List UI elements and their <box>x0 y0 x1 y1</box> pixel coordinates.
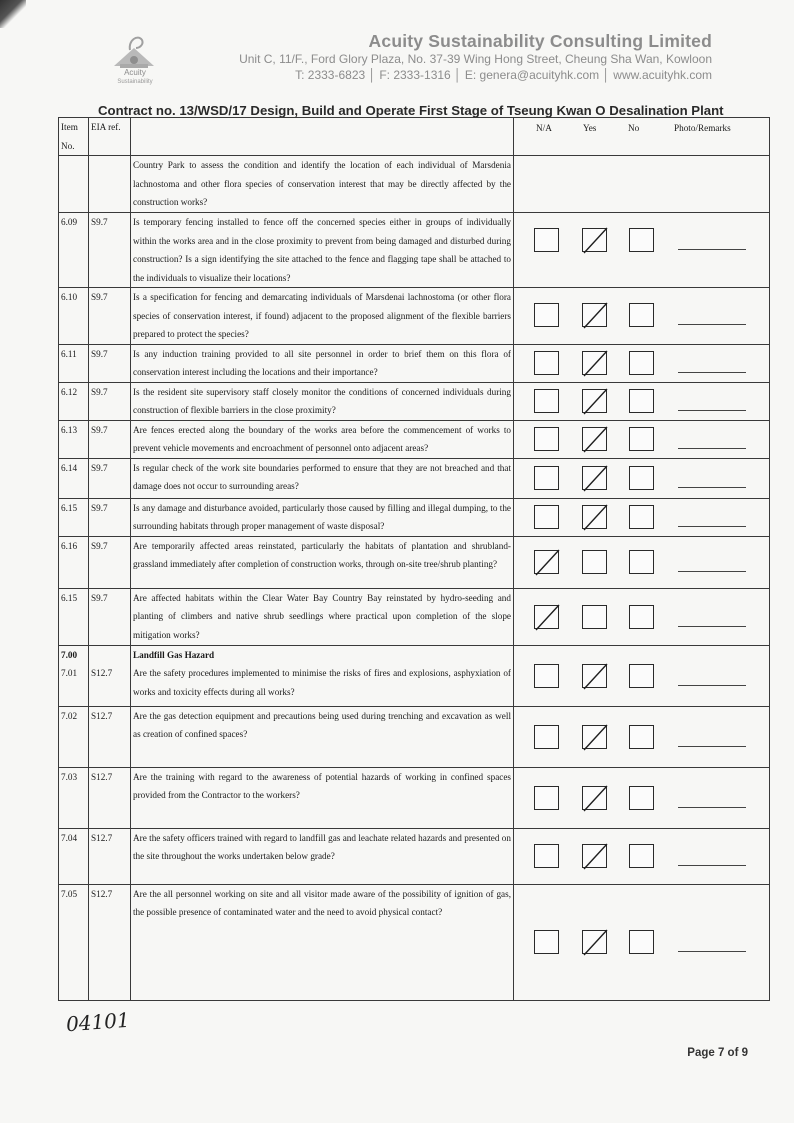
handwritten-note: 04101 <box>65 1007 131 1037</box>
answer-cell <box>514 420 770 458</box>
remarks-line[interactable] <box>678 249 746 250</box>
logo-subtext: Sustainability <box>117 79 153 85</box>
item-description: Is a specification for fencing and demarcating individuals of Marsdenai lachnostoma (or other flora species of conservation interest, if found) adjacent to the proposed alignment of the flexible barriers prepared to protect the species? <box>131 288 514 345</box>
remarks-line[interactable] <box>678 372 746 373</box>
remarks-line[interactable] <box>678 410 746 411</box>
item-description: Are the training with regard to the awareness of potential hazards of working in confined spaces provided from the Contractor to the workers? <box>131 767 514 828</box>
eia-reference: S9.7 <box>89 382 131 420</box>
checkbox-no[interactable] <box>629 664 654 688</box>
header-na: N/A <box>536 123 552 133</box>
item-description <box>131 645 514 706</box>
remarks-line[interactable] <box>678 324 746 325</box>
tick-mark-icon <box>581 386 610 416</box>
header-answer-cols <box>514 118 770 156</box>
item-number: 6.14 <box>59 458 89 498</box>
answer-cell <box>514 645 770 706</box>
contract-title: Contract no. 13/WSD/17 Design, Build and Operate First Stage of Tseung Kwan O Desalination Plant <box>98 103 724 118</box>
table-row <box>59 884 770 1000</box>
answer-cell <box>514 458 770 498</box>
eia-reference <box>89 156 131 213</box>
tick-mark-icon <box>581 722 610 752</box>
item-description: Is regular check of the work site boundaries performed to ensure that they are not breached and that damage does not occur to surrounding areas? <box>131 458 514 498</box>
remarks-line[interactable] <box>678 526 746 527</box>
table-row <box>59 498 770 536</box>
item-description: Are the all personnel working on site and all visitor made aware of the possibility of ignition of gas, the possible presence of contaminated water and the need to avoid physical contact? <box>131 884 514 1000</box>
checkbox-na[interactable] <box>534 466 559 490</box>
header-eia-ref: EIA ref. <box>89 118 131 156</box>
table-row <box>59 828 770 884</box>
remarks-line[interactable] <box>678 448 746 449</box>
table-row <box>59 536 770 588</box>
checkbox-no[interactable] <box>629 427 654 451</box>
eia-reference: S9.7 <box>89 344 131 382</box>
item-number: 7.03 <box>59 767 89 828</box>
item-description: Is any damage and disturbance avoided, particularly those caused by filling and illegal dumping, to the surrounding habitats through proper management of waste disposal? <box>131 498 514 536</box>
eia-reference: S12.7 <box>89 767 131 828</box>
tick-mark-icon <box>581 927 610 957</box>
table-row <box>59 706 770 767</box>
checkbox-yes[interactable] <box>582 844 607 868</box>
item-number: 7.04 <box>59 828 89 884</box>
remarks-line[interactable] <box>678 951 746 952</box>
checkbox-na[interactable] <box>534 550 559 574</box>
eia-reference: S9.7 <box>89 458 131 498</box>
checkbox-na[interactable] <box>534 303 559 327</box>
checkbox-na[interactable] <box>534 505 559 529</box>
eia-reference: S12.7 <box>89 884 131 1000</box>
table-header-row <box>59 118 770 156</box>
checkbox-no[interactable] <box>629 228 654 252</box>
tick-mark-icon <box>581 348 610 378</box>
checkbox-na[interactable] <box>534 605 559 629</box>
remarks-line[interactable] <box>678 626 746 627</box>
tick-mark-icon <box>581 300 610 330</box>
table-row <box>59 767 770 828</box>
item-number: 7.02 <box>59 706 89 767</box>
answer-cell <box>514 588 770 645</box>
checkbox-yes[interactable] <box>582 505 607 529</box>
checkbox-na[interactable] <box>534 389 559 413</box>
eia-reference: S9.7 <box>89 498 131 536</box>
item-number <box>59 156 89 213</box>
checkbox-no[interactable] <box>629 550 654 574</box>
header-item-no: Item No. <box>59 118 89 156</box>
item-number-heading: 7.00 <box>61 649 78 660</box>
item-description: Are affected habitats within the Clear Water Bay Country Bay reinstated by hydro-seeding and planting of climbers and native shrub seedlings where practical upon completion of the slope mitigation works? <box>131 588 514 645</box>
checkbox-no[interactable] <box>629 303 654 327</box>
item-number-sub: 7.01 <box>61 668 78 678</box>
checkbox-no[interactable] <box>629 466 654 490</box>
item-number: 6.09 <box>59 213 89 288</box>
eia-reference: S9.7 <box>89 588 131 645</box>
tick-mark-icon <box>581 463 610 493</box>
answer-cell <box>514 767 770 828</box>
header-remarks: Photo/Remarks <box>674 123 731 133</box>
answer-cell <box>514 706 770 767</box>
checkbox-no[interactable] <box>629 605 654 629</box>
item-description: Are fences erected along the boundary of the works area before the commencement of works to prevent vehicle movements and encroachment of personnel onto adjacent areas? <box>131 420 514 458</box>
remarks-line[interactable] <box>678 746 746 747</box>
item-description: Are the gas detection equipment and precautions being used during trenching and excavation as well as creation of confined spaces? <box>131 706 514 767</box>
tick-mark-icon <box>533 547 562 577</box>
header-yes: Yes <box>583 123 597 133</box>
checkbox-na[interactable] <box>534 228 559 252</box>
item-description: Are the safety officers trained with regard to landfill gas and leachate related hazards and presented on the site throughout the works undertaken below grade? <box>131 828 514 884</box>
table-row <box>59 288 770 345</box>
checkbox-na[interactable] <box>534 844 559 868</box>
tick-mark-icon <box>581 424 610 454</box>
item-description: Country Park to assess the condition and identify the location of each individual of Marsdenia lachnostoma and other flora species of conservation interest that may be directly affected by the construction works? <box>131 156 514 213</box>
tick-mark-icon <box>533 602 562 632</box>
checkbox-no[interactable] <box>629 389 654 413</box>
checkbox-yes[interactable] <box>582 351 607 375</box>
checkbox-yes[interactable] <box>582 466 607 490</box>
remarks-line[interactable] <box>678 807 746 808</box>
item-text: Are the safety procedures implemented to minimise the risks of fires and explosions, asphyxiation of works and toxicity effects during all works? <box>133 668 511 697</box>
answer-cell <box>514 498 770 536</box>
table-row <box>59 588 770 645</box>
answer-cell <box>514 156 770 213</box>
table-row <box>59 213 770 288</box>
checkbox-na[interactable] <box>534 930 559 954</box>
checkbox-no[interactable] <box>629 786 654 810</box>
answer-cell <box>514 382 770 420</box>
checkbox-yes[interactable] <box>582 725 607 749</box>
checklist-table <box>58 117 770 1001</box>
checkbox-no[interactable] <box>629 930 654 954</box>
checkbox-no[interactable] <box>629 725 654 749</box>
checkbox-no[interactable] <box>629 351 654 375</box>
answer-cell <box>514 536 770 588</box>
tick-mark-icon <box>581 225 610 255</box>
eia-reference-sub: S12.7 <box>91 668 113 678</box>
item-number: 7.05 <box>59 884 89 1000</box>
checkbox-yes[interactable] <box>582 605 607 629</box>
checkbox-na[interactable] <box>534 725 559 749</box>
item-description: Is temporary fencing installed to fence off the concerned species either in groups of individually within the works area and in the close proximity to prevent from being damaged and disturbed during construction? Is a sign identifying the site attached to the fence and flagging tape shall be attached to the individuals to visualize their locations? <box>131 213 514 288</box>
checkbox-yes[interactable] <box>582 786 607 810</box>
eia-reference: S9.7 <box>89 288 131 345</box>
item-number: 6.15 <box>59 498 89 536</box>
header-no: No <box>628 123 640 133</box>
logo-text: Acuity <box>124 68 146 77</box>
page-number: Page 7 of 9 <box>687 1047 748 1059</box>
item-number: 6.16 <box>59 536 89 588</box>
answer-cell <box>514 288 770 345</box>
table-row <box>59 458 770 498</box>
remarks-line[interactable] <box>678 571 746 572</box>
checkbox-yes[interactable] <box>582 930 607 954</box>
remarks-line[interactable] <box>678 487 746 488</box>
answer-cell <box>514 344 770 382</box>
eia-reference: S12.7 <box>89 706 131 767</box>
checkbox-yes[interactable] <box>582 664 607 688</box>
scan-edge-shadow <box>0 0 26 28</box>
answer-cell <box>514 884 770 1000</box>
checkbox-no[interactable] <box>629 844 654 868</box>
company-address: Unit C, 11/F., Ford Glory Plaza, No. 37-39 Wing Hong Street, Cheung Sha Wan, Kowloon <box>239 52 712 66</box>
item-number: 6.11 <box>59 344 89 382</box>
checkbox-na[interactable] <box>534 786 559 810</box>
eia-reference: S9.7 <box>89 420 131 458</box>
checkbox-na[interactable] <box>534 351 559 375</box>
checkbox-na[interactable] <box>534 427 559 451</box>
tick-mark-icon <box>581 502 610 532</box>
eia-reference <box>89 645 131 706</box>
checkbox-yes[interactable] <box>582 550 607 574</box>
checkbox-no[interactable] <box>629 505 654 529</box>
table-row <box>59 382 770 420</box>
section-heading: Landfill Gas Hazard <box>133 649 215 660</box>
company-name: Acuity Sustainability Consulting Limited <box>368 31 712 51</box>
eia-reference: S12.7 <box>89 828 131 884</box>
answer-cell <box>514 828 770 884</box>
eia-reference: S9.7 <box>89 213 131 288</box>
item-number <box>59 645 89 706</box>
header-description <box>131 118 514 156</box>
item-description: Is any induction training provided to all site personnel in order to brief them on this flora of conservation interest including the locations and their importance? <box>131 344 514 382</box>
item-description: Are temporarily affected areas reinstated, particularly the habitats of plantation and shrubland-grassland immediately after completion of construction works, through on-site tree/shrub planting? <box>131 536 514 588</box>
checkbox-yes[interactable] <box>582 228 607 252</box>
table-row <box>59 344 770 382</box>
tick-mark-icon <box>581 661 610 691</box>
checkbox-na[interactable] <box>534 664 559 688</box>
item-number: 6.15 <box>59 588 89 645</box>
company-contact: T: 2333-6823 │ F: 2333-1316 │ E: genera@acuityhk.com │ www.acuityhk.com <box>295 68 712 82</box>
answer-cell <box>514 213 770 288</box>
table-row <box>59 645 770 706</box>
tick-mark-icon <box>581 841 610 871</box>
checkbox-yes[interactable] <box>582 389 607 413</box>
item-number: 6.10 <box>59 288 89 345</box>
item-description: Is the resident site supervisory staff closely monitor the conditions of concerned individuals during construction of flexible barriers in the close proximity? <box>131 382 514 420</box>
remarks-line[interactable] <box>678 685 746 686</box>
eia-reference: S9.7 <box>89 536 131 588</box>
checkbox-yes[interactable] <box>582 303 607 327</box>
tick-mark-icon <box>581 783 610 813</box>
item-number: 6.12 <box>59 382 89 420</box>
remarks-line[interactable] <box>678 865 746 866</box>
table-row <box>59 420 770 458</box>
item-number: 6.13 <box>59 420 89 458</box>
checkbox-yes[interactable] <box>582 427 607 451</box>
table-row <box>59 156 770 213</box>
